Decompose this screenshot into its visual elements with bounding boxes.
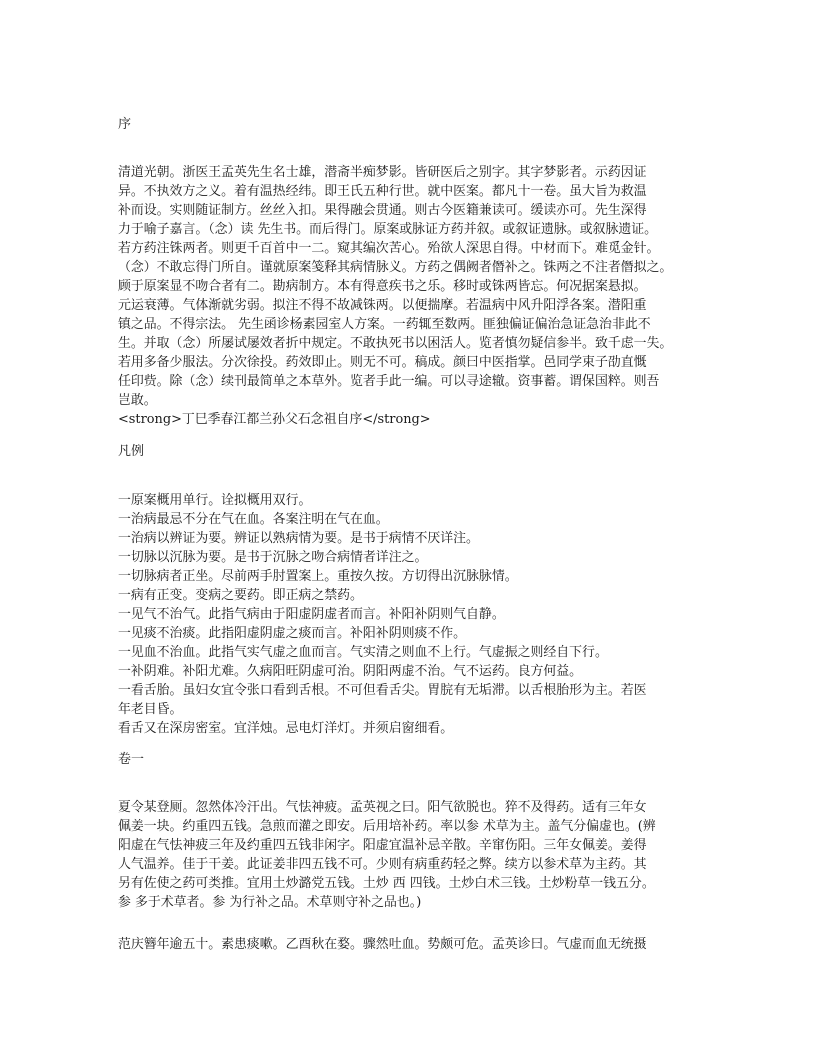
preface-line: （念）不敢忘得门所自。谨就原案笺释其病情脉义。方药之偶阙者僭补之。铢两之不注者僭拟之。 (118, 260, 673, 275)
case-line: 人气温养。佳于干姜。此证姜非四五钱不可。少则有病重药轻之弊。续方以参术草为主药。其 (118, 857, 647, 872)
rules-heading: 凡例 (118, 444, 145, 459)
rule-item: 一治病最忌不分在气在血。各案注明在气在血。 (118, 512, 389, 527)
preface-line: 异。不执效方之义。着有温热经纬。即王氏五种行世。就中医案。都凡十一卷。虽大旨为救温 (118, 184, 647, 199)
volume1-case2 (118, 935, 702, 954)
case-line: 佩姜一块。约重四五钱。急煎而灌之即安。后用培补药。率以参 术草为主。盖气分偏虚也。(辨 (118, 819, 656, 834)
preface-body (118, 163, 702, 429)
preface-line: 顾于原案显不吻合者有二。勘病制方。本有得意疾书之乐。移时或铢两皆忘。何况据案悬拟。 (118, 279, 647, 294)
case-line: 阳虚在气怯神疲三年及约重四五钱非闲字。阳虚宜温补忌辛散。辛窜伤阳。三年女佩姜。姜得 (118, 838, 647, 853)
rule-item: 一切脉以沉脉为要。是书于沉脉之吻合病情者详注之。 (118, 550, 428, 565)
rule-item: 年老目昏。 (118, 702, 183, 717)
rule-item: 一切脉病者正坐。尽前两手肘置案上。重按久按。方切得出沉脉脉情。 (118, 569, 518, 584)
rule-item: 一治病以辨证为要。辨证以熟病情为要。是书于病情不厌详注。 (118, 531, 479, 546)
rule-item: 一见气不治气。此指气病由于阳虚阴虚者而言。补阳补阴则气自静。 (118, 607, 505, 622)
preface-line: 任印赀。除（念）续刊最简单之本草外。览者手此一编。可以寻途辙。资事蓄。谓保国粹。则吾 (118, 374, 660, 389)
preface-signature: <strong>丁巳季春江都兰孙父石念祖自序</strong> (118, 412, 431, 427)
preface-line: 岂敢。 (118, 393, 157, 408)
preface-line: 补而设。实则随证制方。丝丝入扣。果得融会贯通。则古今医籍兼读可。缓读亦可。先生深得 (118, 203, 647, 218)
rule-item: 一原案概用单行。诠拟概用双行。 (118, 493, 312, 508)
rule-item: 看舌又在深房密室。宜洋烛。忌电灯洋灯。并须启窗细看。 (118, 721, 454, 736)
case-line: 参 多于术草者。参 为行补之品。术草则守补之品也。) (118, 895, 422, 910)
volume1-case1 (118, 798, 702, 912)
preface-line: 力于喻子嘉言。（念）读 先生书。而后得门。原案或脉证方药并叙。或叙证遗脉。或叙脉遗证。 (118, 222, 658, 237)
preface-line: 若方药注铢两者。则更千百首中一二。窥其编次苦心。殆欲人深思自得。中材而下。难觅金针。 (118, 241, 660, 256)
preface-line: 元运衰薄。气体渐就劣弱。拟注不得不故减铢两。以便揣摩。若温病中风升阳浮各案。潜阳重 (118, 298, 647, 313)
rule-item: 一补阴难。补阳尤难。久病阳旺阴虚可治。阴阳两虚不治。气不运药。良方何益。 (118, 664, 583, 679)
case-line: 夏令某登厕。忽然体冷汗出。气怯神疲。孟英视之曰。阳气欲脱也。猝不及得药。适有三年女 (118, 800, 647, 815)
preface-line: 生。并取（念）所屡试屡效者折中规定。不敢执死书以困活人。览者慎勿疑信参半。致千虑一失。 (118, 336, 673, 351)
volume1-heading: 卷一 (118, 752, 145, 767)
preface-line: 若用多备少服法。分次徐投。药效即止。则无不可。稿成。颜曰中医指掌。邑同学束子劭直慨 (118, 355, 647, 370)
rule-item: 一病有正变。变病之要药。即正病之禁药。 (118, 588, 363, 603)
rule-item: 一见血不治血。此指气实气虚之血而言。气实清之则血不上行。气虚振之则经自下行。 (118, 645, 608, 660)
preface-line: 清道光朝。浙医王孟英先生名士雄，潜斋半痴梦影。皆研医后之别字。其字梦影者。示药因证 (118, 165, 647, 180)
preface-line: 镇之品。不得宗法。 先生函诊杨素园室人方案。一药辄至数两。匪独偏证偏治急证急治非此不 (118, 317, 651, 332)
preface-heading: 序 (118, 117, 132, 132)
case-line: 范庆簪年逾五十。素患痰嗽。乙酉秋在婺。骤然吐血。势颇可危。孟英诊曰。气虚而血无统摄 (118, 937, 647, 952)
rule-item: 一看舌胎。虽妇女宜令张口看到舌根。不可但看舌尖。胃脘有无垢滞。以舌根胎形为主。若医 (118, 683, 647, 698)
rule-item: 一见痰不治痰。此指阳虚阴虚之痰而言。补阳补阴则痰不作。 (118, 626, 467, 641)
case-line: 另有佐使之药可类推。宜用土炒潞党五钱。土炒 西 四钱。土炒白术三钱。土炒粉草一钱五分。 (118, 876, 655, 891)
rules-list (118, 491, 702, 738)
